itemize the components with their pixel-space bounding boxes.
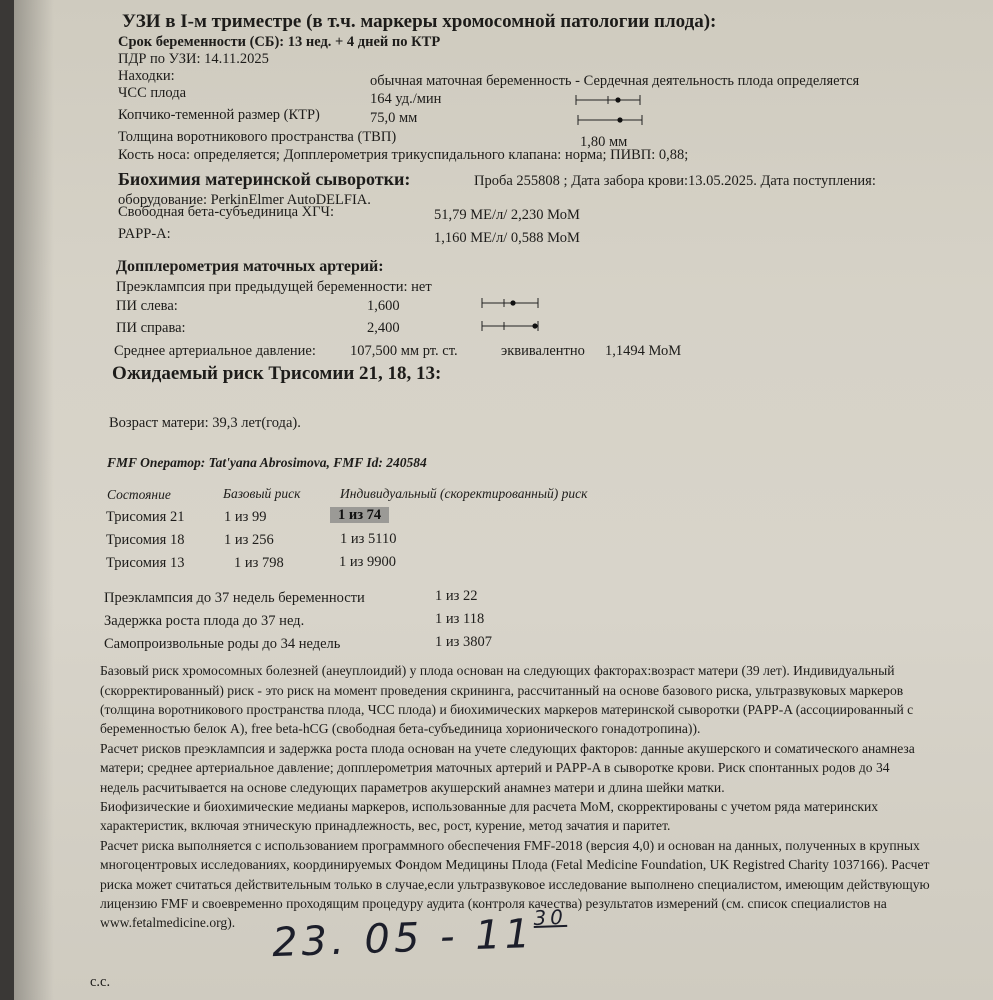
fgr-risk-value: 1 из 118 <box>435 611 485 627</box>
note-line-11: многоцентровых исследованиях, координируемых Фондом Медицины Плода (Fetal Medicine Foundation, UK Registred Charity 1037166). Расчет <box>100 857 930 872</box>
pi-left-scale-icon <box>480 296 542 310</box>
biochem-sample: Проба 255808 ; Дата забора крови:13.05.2025. Дата поступления: <box>474 173 876 189</box>
fhr-label: ЧСС плода <box>118 85 187 101</box>
fhr-scale-icon <box>574 93 644 107</box>
table-header-condition: Состояние <box>107 487 171 502</box>
t21-base-risk: 1 из 99 <box>224 509 267 525</box>
t13-individual-risk: 1 из 9900 <box>339 554 396 570</box>
equipment-line: оборудование: PerkinElmer AutoDELFIA. <box>118 192 371 208</box>
nasal-bone-line: Кость носа: определяется; Допплерометрия трикуспидального клапана: норма; ПИВП: 0,88; <box>118 147 689 163</box>
page-edge-shadow <box>14 0 54 1000</box>
pi-left-label: ПИ слева: <box>116 298 178 314</box>
doppler-heading: Допплерометрия маточных артерий: <box>116 258 384 275</box>
note-line-7: недель расчитывается на основе следующих параметров акушерский анамнез матери и длина шейки матки. <box>100 780 725 795</box>
signature-initials: с.с. <box>90 974 111 990</box>
map-equivalent: эквивалентно <box>501 343 585 359</box>
nt-value: 1,80 мм <box>580 134 628 150</box>
note-line-8: Биофизические и биохимические медианы маркеров, использованные для расчета МоМ, скорректированы с учетом ряда материнских <box>100 799 879 814</box>
note-line-4: беременностью белок А), free beta-hCG (свободная бета-субъединица хорионического гонадотропина)). <box>100 721 701 736</box>
pi-right-scale-icon <box>480 319 542 333</box>
note-line-12: риска может считаться действительным только в случае,если ультразвуковое исследование выполнено специалистом, имеющим действующую <box>100 877 930 892</box>
findings-label: Находки: <box>118 68 175 84</box>
preeclampsia-risk-label: Преэклампсия до 37 недель беременности <box>104 590 365 606</box>
preterm-risk-label: Самопроизвольные роды до 34 недель <box>104 636 341 652</box>
map-label: Среднее артериальное давление: <box>114 343 316 359</box>
t13-condition: Трисомия 13 <box>106 555 185 571</box>
fmf-operator: FMF Оператор: Tat'yana Abrosimova, FMF Id: 240584 <box>107 455 427 470</box>
t21-individual-risk-value: 1 из 74 <box>330 507 389 523</box>
note-line-14: www.fetalmedicine.org). <box>100 915 236 930</box>
pi-right-label: ПИ справа: <box>116 320 186 336</box>
pi-left-value: 1,600 <box>367 298 400 314</box>
pappa-label: PAPP-A: <box>118 226 171 242</box>
note-line-1: Базовый риск хромосомных болезней (анеуплоидий) у плода основан на следующих факторах:возраст матери (39 лет). Индивидуальный <box>100 663 895 678</box>
pi-right-value: 2,400 <box>367 320 400 336</box>
map-value: 107,500 мм рт. ст. <box>350 343 458 359</box>
fhr-value: 164 уд./мин <box>370 91 442 107</box>
t13-base-risk: 1 из 798 <box>234 555 284 571</box>
estimated-due-date: ПДР по УЗИ: 14.11.2025 <box>118 51 269 67</box>
hcg-label: Свободная бета-субъединица ХГЧ: <box>118 204 334 220</box>
document-page <box>14 0 993 1000</box>
table-header-individual-risk: Индивидуальный (скоректированный) риск <box>340 486 588 501</box>
findings-value: обычная маточная беременность - Сердечная деятельность плода определяется <box>370 73 860 89</box>
fgr-risk-label: Задержка роста плода до 37 нед. <box>104 613 305 629</box>
table-header-base-risk: Базовый риск <box>223 486 301 501</box>
note-line-3: (толщина воротникового пространства плода, ЧСС плода) и биохимических маркеров материнской сыворотки (PAPP-A (ассоциированный с <box>100 702 914 717</box>
crl-label: Копчико-теменной размер (КТР) <box>118 107 320 123</box>
note-line-5: Расчет рисков преэклампсия и задержка роста плода основан на учете следующих факторов: данные акушерского и соматического анамнеза <box>100 741 915 756</box>
nt-label: Толщина воротникового пространства (ТВП) <box>118 129 397 145</box>
handwritten-date <box>271 905 568 966</box>
hcg-value: 51,79 МЕ/л/ 2,230 МоМ <box>434 207 580 223</box>
maternal-age: Возраст матери: 39,3 лет(года). <box>109 415 301 431</box>
note-line-13: лицензию FMF и своевременно проходящим процедуру аудита (контроля качества) результатов измерений (см. список специалистов на <box>100 896 887 911</box>
pappa-value: 1,160 МЕ/л/ 0,588 МоМ <box>434 230 580 246</box>
crl-scale-icon <box>576 113 646 127</box>
report-title: УЗИ в I-м триместре (в т.ч. маркеры хромосомной патологии плода): <box>122 11 717 32</box>
preterm-risk-value: 1 из 3807 <box>435 634 492 650</box>
handwritten-time-superscript: 30 <box>533 904 568 931</box>
note-line-9: характеристик, включая этническую принадлежность, вес, рост, курение, метод зачатия и паритет. <box>100 818 671 833</box>
risk-heading: Ожидаемый риск Трисомии 21, 18, 13: <box>112 363 442 384</box>
handwritten-date-text: 23. 05 - 11 <box>271 911 535 967</box>
t18-individual-risk: 1 из 5110 <box>340 531 397 547</box>
map-mom: 1,1494 МоМ <box>605 343 682 359</box>
note-line-2: (скорректированный) риск - это риск на момент проведения скрининга, рассчитанный на основе базового риска, ультразвуковых маркеров <box>100 683 904 698</box>
t21-condition: Трисомия 21 <box>106 509 185 525</box>
t21-individual-risk <box>330 508 389 523</box>
gestation-term: Срок беременности (СБ): 13 нед. + 4 дней по КТР <box>118 34 441 50</box>
preeclampsia-risk-value: 1 из 22 <box>435 588 478 604</box>
crl-value: 75,0 мм <box>370 110 418 126</box>
note-line-6: матери; среднее артериальное давление; допплерометрия маточных артерий и PAPP-A в сыворотке крови. Риск спонтанных родов до 34 <box>100 760 890 775</box>
t18-condition: Трисомия 18 <box>106 532 185 548</box>
biochem-heading: Биохимия материнской сыворотки: <box>118 169 411 189</box>
preeclampsia-previous: Преэклампсия при предыдущей беременности: нет <box>116 279 432 295</box>
t18-base-risk: 1 из 256 <box>224 532 274 548</box>
note-line-10: Расчет риска выполняется с использованием программного обеспечения FMF-2018 (версия 4,0) и основан на данных, полученных в крупных <box>100 838 920 853</box>
